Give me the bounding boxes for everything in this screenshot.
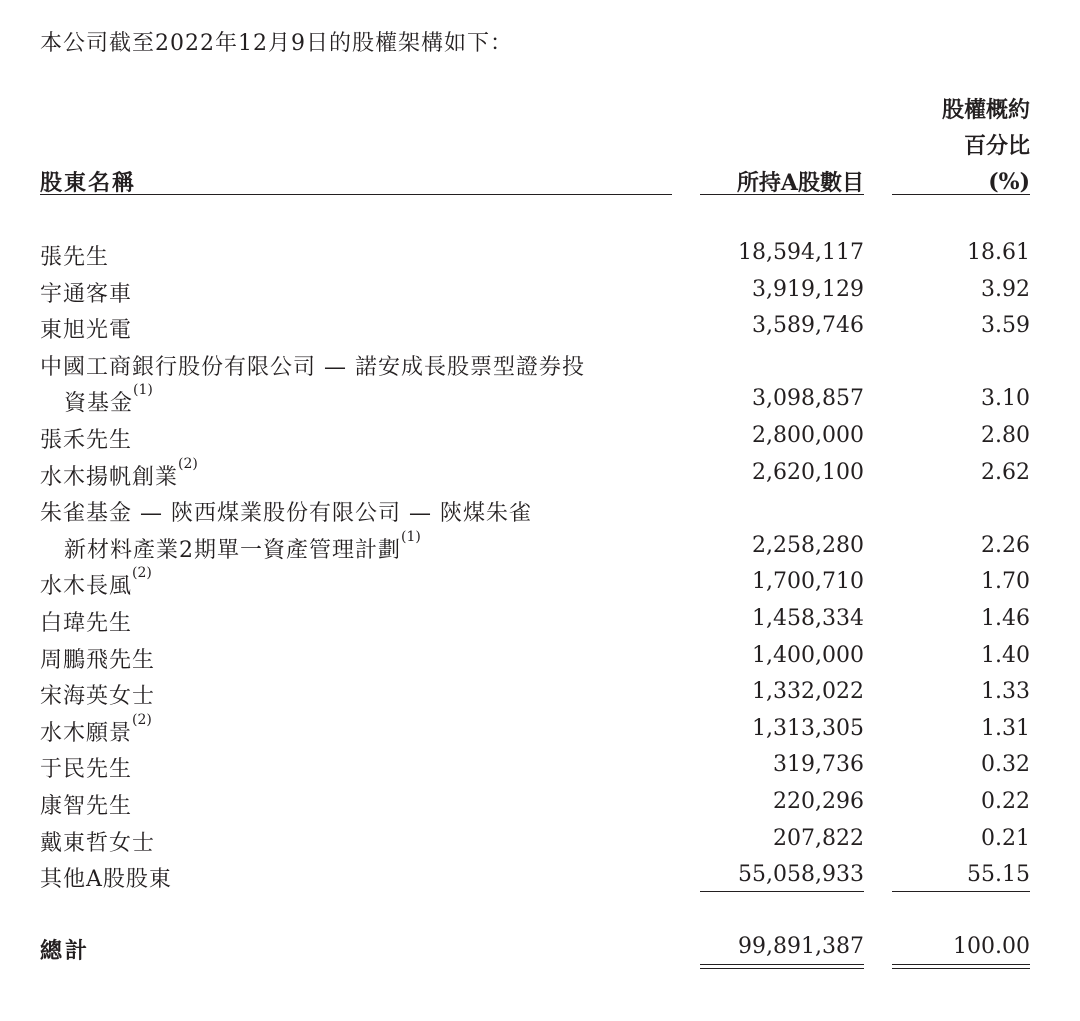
shareholder-name [64, 528, 421, 564]
shareholder-name [64, 382, 153, 417]
shareholder-name-text: 于民先生 [40, 757, 133, 783]
table-row [0, 382, 1080, 419]
footnote-marker: (2) [178, 455, 198, 472]
table-row [0, 822, 1080, 859]
column-header-percentage-line1: 股權概約 [941, 97, 1030, 123]
shareholding-percentage: 3.10 [981, 386, 1030, 412]
shareholder-name-text: 周鵬飛先生 [40, 647, 156, 673]
a-shares-held: 1,700,710 [752, 569, 864, 595]
total-row [0, 934, 1080, 968]
table-row [0, 273, 1080, 310]
table-row [0, 236, 1080, 273]
total-label: 總計 [40, 938, 91, 964]
footnote-marker: (2) [132, 711, 152, 728]
shareholder-name-text: 中國工商銀行股份有限公司 — 諾安成長股票型證券投 [40, 354, 585, 380]
shareholding-percentage: 55.15 [967, 862, 1030, 888]
shareholder-name [40, 789, 132, 820]
shareholding-percentage: 3.59 [981, 313, 1030, 339]
table-row [0, 492, 1080, 529]
a-shares-held: 3,919,129 [752, 276, 864, 302]
shareholding-percentage: 0.21 [981, 825, 1030, 851]
shareholder-name [40, 277, 132, 308]
a-shares-held: 3,589,746 [752, 313, 864, 339]
shareholder-name-text: 東旭光電 [40, 318, 133, 344]
shareholder-name [40, 679, 155, 710]
shareholding-percentage: 3.92 [981, 276, 1030, 302]
shareholder-name-text: 宋海英女士 [40, 684, 156, 710]
table-row [0, 675, 1080, 712]
a-shares-held: 18,594,117 [738, 240, 864, 265]
subtotal-rule-shares [700, 891, 864, 892]
shareholder-name-text: 宇通客車 [40, 281, 133, 307]
table-row [0, 346, 1080, 383]
table-row [0, 785, 1080, 822]
header-underline-pct [892, 194, 1030, 195]
a-shares-held: 207,822 [773, 825, 864, 851]
total-double-rule-shares [700, 964, 864, 969]
shareholder-name [40, 826, 155, 857]
a-shares-held: 3,098,857 [752, 386, 864, 412]
footnote-marker: (1) [401, 528, 421, 545]
column-header-shareholder-name: 股東名稱 [40, 170, 137, 196]
a-shares-held: 2,800,000 [752, 422, 864, 448]
header-underline-shares [700, 194, 864, 195]
shareholder-name-text: 水木揚帆創業 [40, 464, 179, 490]
column-header-percentage-line2: 百分比 [963, 133, 1030, 159]
total-double-rule-pct [892, 964, 1030, 969]
intro-text: 本公司截至2022年12月9日的股權架構如下： [40, 31, 513, 56]
shareholding-percentage: 2.26 [981, 532, 1030, 558]
shareholder-name-text: 朱雀基金 — 陝西煤業股份有限公司 — 陝煤朱雀 [40, 501, 532, 527]
shareholder-name [40, 862, 172, 893]
table-row [0, 712, 1080, 749]
shareholder-name [40, 565, 152, 600]
shareholding-percentage: 2.80 [981, 422, 1030, 448]
a-shares-held: 319,736 [773, 752, 864, 778]
shareholder-name [40, 643, 155, 674]
shareholder-name-text: 水木長風 [40, 574, 133, 600]
column-header-percentage [942, 92, 1030, 200]
shareholding-percentage: 1.46 [981, 605, 1030, 631]
shareholding-percentage: 1.40 [981, 642, 1030, 668]
a-shares-held: 2,258,280 [752, 532, 864, 558]
total-pct: 100.00 [953, 934, 1030, 959]
shareholding-percentage: 2.62 [981, 459, 1030, 485]
shareholder-name-text: 康智先生 [40, 793, 133, 819]
shareholder-name [40, 606, 132, 637]
a-shares-held: 1,332,022 [752, 679, 864, 705]
total-shares: 99,891,387 [738, 934, 864, 959]
a-shares-held: 55,058,933 [738, 862, 864, 888]
table-row [0, 858, 1080, 895]
column-header-a-shares: 所持A股數目 [736, 170, 864, 196]
table-row [0, 639, 1080, 676]
shareholder-name [40, 711, 152, 747]
shareholder-name-text: 新材料產業2期單一資產管理計劃 [64, 537, 401, 563]
shareholder-name [40, 752, 132, 783]
shareholder-name-text: 張禾先生 [40, 427, 133, 453]
shareholder-name-text: 水木願景 [40, 720, 133, 746]
shareholding-percentage: 1.70 [981, 569, 1030, 595]
a-shares-held: 1,313,305 [752, 715, 864, 741]
table-row [0, 602, 1080, 639]
a-shares-held: 2,620,100 [752, 459, 864, 485]
table-row [0, 456, 1080, 493]
shareholding-percentage: 18.61 [967, 240, 1030, 265]
table-row [0, 529, 1080, 566]
shareholder-name-text: 戴東哲女士 [40, 830, 156, 856]
table-row [0, 419, 1080, 456]
shareholder-name-text: 白瑋先生 [40, 610, 133, 636]
table-row [0, 565, 1080, 602]
shareholder-name [40, 313, 132, 344]
shareholder-name [40, 496, 532, 527]
shareholder-name-text: 張先生 [40, 245, 110, 270]
shareholder-name-text: 資基金 [64, 391, 134, 417]
a-shares-held: 1,458,334 [752, 605, 864, 631]
shareholding-table-body [0, 236, 1080, 895]
shareholding-percentage: 0.22 [981, 788, 1030, 814]
table-row [0, 309, 1080, 346]
shareholding-percentage: 1.31 [981, 715, 1030, 741]
shareholder-name [40, 455, 198, 491]
shareholding-percentage: 0.32 [981, 752, 1030, 778]
a-shares-held: 220,296 [773, 788, 864, 814]
footnote-marker: (1) [133, 382, 153, 399]
a-shares-held: 1,400,000 [752, 642, 864, 668]
header-underline-name [40, 194, 672, 195]
footnote-marker: (2) [132, 565, 152, 582]
table-row [0, 748, 1080, 785]
shareholding-percentage: 1.33 [981, 679, 1030, 705]
shareholder-name [40, 240, 109, 271]
subtotal-rule-pct [892, 891, 1030, 892]
shareholder-name-text: 其他A股股東 [40, 867, 172, 893]
shareholder-name [40, 423, 132, 454]
shareholder-name [40, 350, 585, 381]
column-header-percentage-line3: (%) [988, 169, 1030, 195]
